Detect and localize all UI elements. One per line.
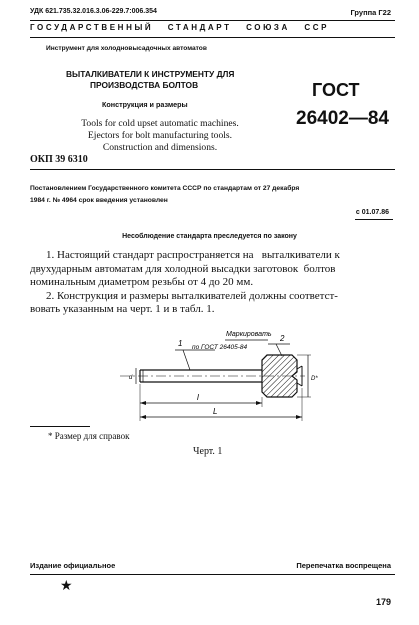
document-title-en-line: Construction and dimensions. — [102, 142, 218, 153]
marking-note: Маркировать — [226, 331, 272, 338]
gost-number: 26402—84 — [296, 108, 389, 129]
document-title-en-line: Tools for cold upset automatic machines. — [81, 118, 239, 129]
official-edition: Издание официальное — [30, 561, 116, 570]
okp-code: ОКП 39 6310 — [30, 154, 88, 165]
footnote: * Размер для справок — [48, 431, 130, 441]
position-label-2: 2 — [280, 334, 285, 343]
star-icon: ★ — [60, 577, 73, 593]
body-paragraph-line: 2. Конструкция и размеры выталкивателей должны соответст- — [46, 289, 338, 302]
reprint-prohibited: Перепечатка воспрещена — [296, 561, 391, 570]
dimension-D: D* — [311, 376, 318, 382]
category-title: Инструмент для холодновысадочных автоматов — [46, 45, 207, 52]
dimension-d: d — [129, 375, 133, 381]
document-title-line: ВЫТАЛКИВАТЕЛИ К ИНСТРУМЕНТУ ДЛЯ — [66, 69, 235, 79]
body-paragraph-line: вовать указанным на черт. 1 и в табл. 1. — [30, 303, 215, 315]
dimension-L: L — [213, 407, 218, 416]
legal-notice: Несоблюдение стандарта преследуется по закону — [122, 233, 297, 240]
decree-line: 1984 г. № 4964 срок введения установлен — [30, 197, 168, 204]
group-code: Группа Г22 — [350, 8, 391, 17]
document-subtitle-ru: Конструкция и размеры — [102, 100, 188, 109]
standard-banner: ГОСУДАРСТВЕННЫЙ СТАНДАРТ СОЮЗА ССР — [30, 23, 330, 32]
document-title-en-line: Ejectors for bolt manufacturing tools. — [87, 130, 233, 141]
document-title-line: ПРОИЗВОДСТВА БОЛТОВ — [90, 80, 199, 90]
body-paragraph-line: 1. Настоящий стандарт распространяется на выталкиватели к — [46, 249, 340, 261]
dimension-l: l — [197, 393, 199, 402]
position-label-1: 1 — [178, 339, 183, 348]
decree-line: Постановлением Государственного комитета СССР по стандартам от 27 декабря — [30, 185, 300, 192]
footer-divider — [30, 574, 395, 575]
figure-caption: Черт. 1 — [193, 446, 223, 457]
effective-date: с 01.07.86 — [355, 209, 389, 216]
udc-code: УДК 621.735.32.016.3.06-229.7:006.354 — [30, 8, 157, 15]
body-paragraph-line: двухударным автоматам для холодной высадки заготовок болтов — [30, 262, 336, 275]
gost-label: ГОСТ — [312, 80, 360, 100]
body-paragraph-line: номинальным диаметром резьбы от 4 до 20 мм. — [30, 276, 254, 288]
footnote-rule — [30, 426, 90, 427]
marking-standard: по ГОСТ 26405-84 — [192, 344, 248, 351]
page-number: 179 — [375, 597, 391, 607]
